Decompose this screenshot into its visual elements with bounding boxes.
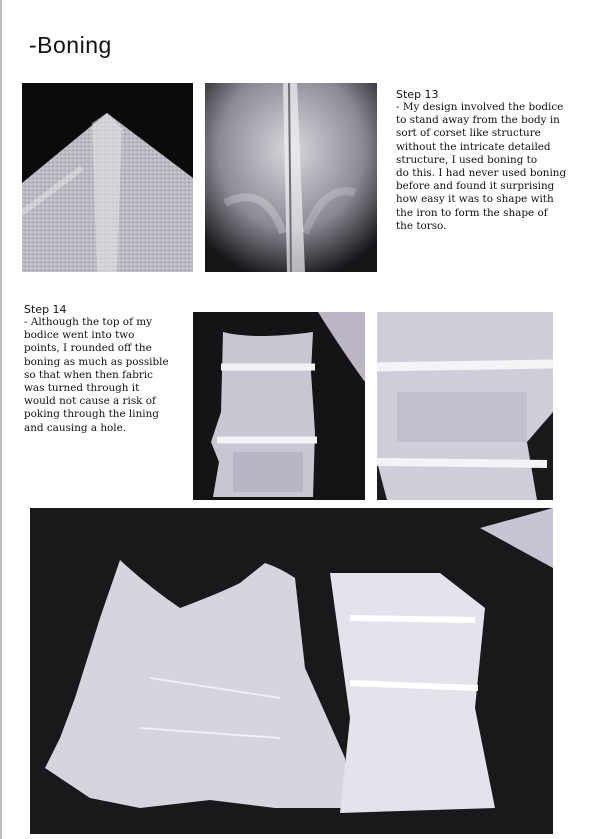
step-13-heading: Step 13 (396, 88, 439, 101)
step-13-text (396, 88, 580, 233)
page-title: -Boning (29, 32, 112, 58)
step-14-body: - Although the top of my bodice went into two points, I rounded off the boning as much as possible so that when then fabric was turned through it would not cause a risk of poking through the lining and causing a hole. (24, 316, 169, 434)
step-14-text (24, 303, 194, 435)
photo-bodice-and-lining-pieces (30, 508, 553, 834)
step-14-heading: Step 14 (24, 303, 67, 316)
photo-boned-panel-full (193, 312, 365, 500)
photo-boning-channel-closeup (205, 83, 377, 272)
left-margin-rule (0, 0, 2, 839)
step-13-body: - My design involved the bodice to stand away from the body in sort of corset like structure without the intricate detailed structure, I used boning to do this. I had never used boning before and found it surprising how easy it was to shape with the iron to form the shape of the torso. (396, 101, 567, 232)
photo-boning-point-closeup (22, 83, 193, 272)
photo-boned-panel-closeup (377, 312, 553, 500)
